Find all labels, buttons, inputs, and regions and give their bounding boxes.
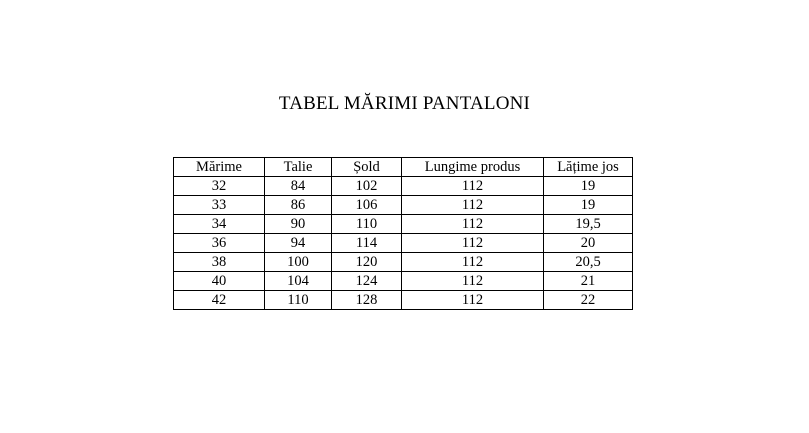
table-cell: 100	[265, 253, 332, 272]
table-cell: 34	[174, 215, 265, 234]
table-cell: 42	[174, 291, 265, 310]
table-cell: 104	[265, 272, 332, 291]
table-cell: 112	[402, 234, 544, 253]
table-row	[174, 291, 633, 310]
table-cell: 112	[402, 215, 544, 234]
table-cell: 94	[265, 234, 332, 253]
table-cell: 32	[174, 177, 265, 196]
table-cell: 84	[265, 177, 332, 196]
table-cell: 19,5	[544, 215, 633, 234]
table-cell: 106	[332, 196, 402, 215]
table-cell: 90	[265, 215, 332, 234]
table-cell: 114	[332, 234, 402, 253]
column-header-hip: Șold	[332, 158, 402, 177]
table-cell: 120	[332, 253, 402, 272]
size-table	[173, 157, 633, 310]
table-cell: 112	[402, 196, 544, 215]
table-cell: 110	[332, 215, 402, 234]
table-cell: 124	[332, 272, 402, 291]
table-cell: 36	[174, 234, 265, 253]
column-header-bottom-width: Lățime jos	[544, 158, 633, 177]
table-cell: 38	[174, 253, 265, 272]
table-row	[174, 215, 633, 234]
table-row	[174, 234, 633, 253]
table-cell: 33	[174, 196, 265, 215]
table-cell: 20,5	[544, 253, 633, 272]
table-cell: 112	[402, 272, 544, 291]
table-cell: 86	[265, 196, 332, 215]
table-row	[174, 272, 633, 291]
column-header-waist: Talie	[265, 158, 332, 177]
page-title: TABEL MĂRIMI PANTALONI	[278, 93, 531, 114]
column-header-size: Mărime	[174, 158, 265, 177]
table-cell: 21	[544, 272, 633, 291]
table-cell: 112	[402, 177, 544, 196]
table-cell: 40	[174, 272, 265, 291]
table-cell: 128	[332, 291, 402, 310]
table-row	[174, 253, 633, 272]
table-row	[174, 177, 633, 196]
table-cell: 102	[332, 177, 402, 196]
column-header-product-length: Lungime produs	[402, 158, 544, 177]
table-header-row	[174, 158, 633, 177]
table-cell: 112	[402, 291, 544, 310]
table-cell: 19	[544, 177, 633, 196]
table-cell: 22	[544, 291, 633, 310]
table-cell: 112	[402, 253, 544, 272]
table-cell: 110	[265, 291, 332, 310]
table-row	[174, 196, 633, 215]
table-cell: 20	[544, 234, 633, 253]
table-cell: 19	[544, 196, 633, 215]
